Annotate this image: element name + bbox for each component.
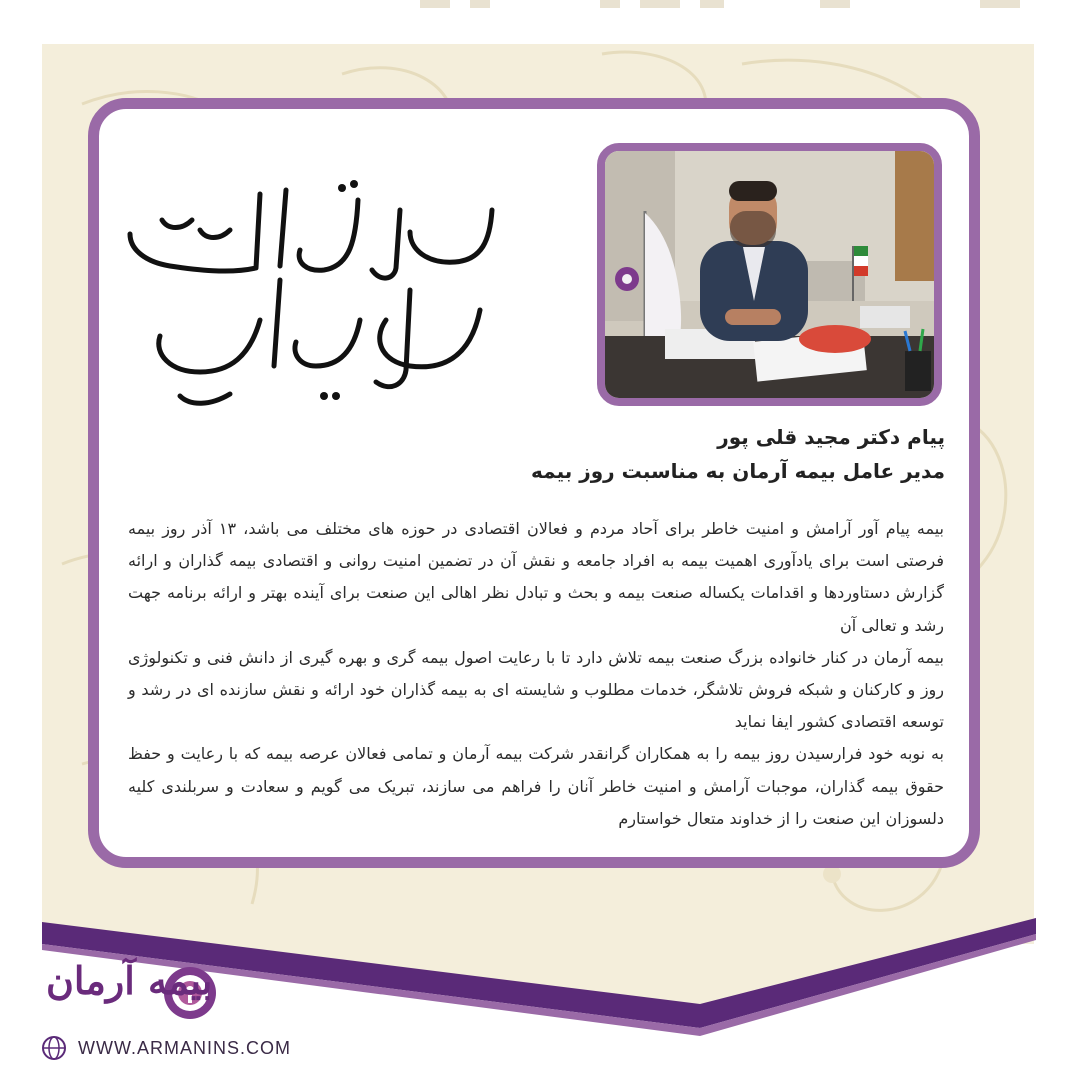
logo-text: بیمه آرمان xyxy=(46,958,213,1003)
title-line-2: مدیر عامل بیمه آرمان به مناسبت روز بیمه xyxy=(531,459,945,483)
message-body xyxy=(128,513,944,835)
paragraph-3: به نوبه خود فرارسیدن روز بیمه را به همکاران گرانقدر شرکت بیمه آرمان و تمامی فعالان عرصه بیمه که با رعایت و حفظ حقوق بیمه گذاران، موجبات آرامش و امنیت خاطر آنان را فراهم می سازند، تبریک می گویم و سعادت و سربلندی کلیه دلسوزان این صنعت را از خداوند متعال خواستارم xyxy=(128,744,944,828)
calligraphy-text-line1: روز بیمه xyxy=(306,414,314,416)
ceo-photo xyxy=(597,143,942,406)
paragraph-2: بیمه آرمان در کنار خانواده بزرگ صنعت بیمه تلاش دارد تا با رعایت اصول بیمه گری و بهره گیری از دانش فنی و تکنولوژی روز و کارکنان و شبکه فروش تلاشگر، خدمات مطلوب و شایسته ای به بیمه گذاران خود ارائه و نقش سازنده ای در رشد و توسعه اقتصادی کشور ایفا نماید xyxy=(128,647,944,732)
office-illustration xyxy=(605,151,934,398)
website-link[interactable]: WWW.ARMANINS.COM xyxy=(78,1037,291,1058)
website-row[interactable] xyxy=(40,1034,291,1062)
title-line-1: پیام دکتر مجید قلی پور xyxy=(717,425,945,449)
top-decorative-strip xyxy=(0,0,1080,44)
paragraph-1: بیمه پیام آور آرامش و امنیت خاطر برای آحاد مردم و فعالان اقتصادی در حوزه های مختلف می باشد، ۱۳ آذر روز بیمه فرصتی است برای یادآوری اهمیت بیمه به افراد جامعه و نقش آن در تضمین امنیت روانی و اقتصادی بیمه گذاران و ارائه گزارش دستاوردها و اقدامات یکساله صنعت بیمه و بحث و تبادل نظر اهالی این صنعت برای آینده بهتر و ارائه برنامه جهت رشد و تعالی آن xyxy=(128,519,944,635)
calligraphy-heading xyxy=(110,170,510,420)
calligraphy-text-line2: گرامی باد xyxy=(305,418,315,420)
message-title xyxy=(245,420,945,488)
globe-icon xyxy=(40,1034,68,1062)
